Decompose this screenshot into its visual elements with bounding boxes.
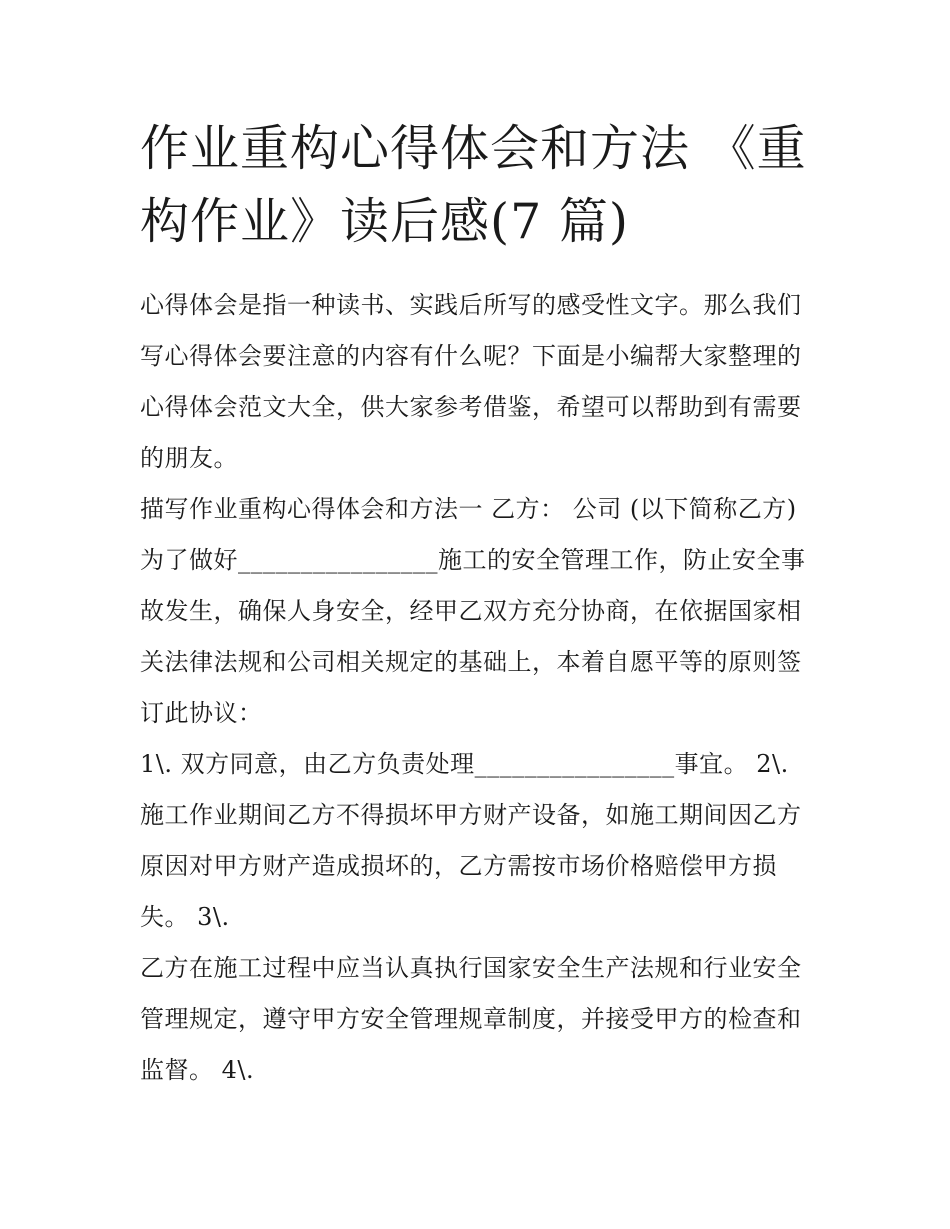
body-line: 写心得体会要注意的内容有什么呢？下面是小编帮大家整理的	[140, 342, 802, 370]
body-line: 心得体会是指一种读书、实践后所写的感受性文字。那么我们	[140, 291, 802, 319]
body-line: 监督。 4\.	[140, 1056, 255, 1084]
body-line: 施工作业期间乙方不得损坏甲方财产设备，如施工期间因乙方	[140, 801, 802, 829]
body-line: 心得体会范文大全，供大家参考借鉴，希望可以帮助到有需要	[140, 393, 802, 421]
body-line: 关法律法规和公司相关规定的基础上，本着自愿平等的原则签	[140, 648, 802, 676]
body-line: 管理规定，遵守甲方安全管理规章制度，并接受甲方的检查和	[140, 1005, 802, 1033]
body-line: 描写作业重构心得体会和方法一 乙方： 公司 (以下简称乙方)	[140, 495, 797, 523]
body-line: 1\. 双方同意，由乙方负责处理________________事宜。 2\.	[140, 750, 789, 778]
body-line: 为了做好________________施工的安全管理工作，防止安全事	[140, 546, 806, 574]
body-line: 乙方在施工过程中应当认真执行国家安全生产法规和行业安全	[140, 954, 802, 982]
body-line: 故发生，确保人身安全，经甲乙双方充分协商，在依据国家相	[140, 597, 802, 625]
body-line: 原因对甲方财产造成损坏的，乙方需按市场价格赔偿甲方损	[140, 852, 777, 880]
body-line: 的朋友。	[140, 444, 238, 472]
title-line-2: 构作业》读后感(7 篇)	[140, 193, 629, 250]
body-line: 失。 3\.	[140, 903, 230, 931]
document-title	[140, 112, 820, 258]
title-line-1: 作业重构心得体会和方法 《重	[140, 120, 807, 177]
body-line: 订此协议：	[140, 699, 263, 727]
document-body	[140, 280, 820, 1096]
